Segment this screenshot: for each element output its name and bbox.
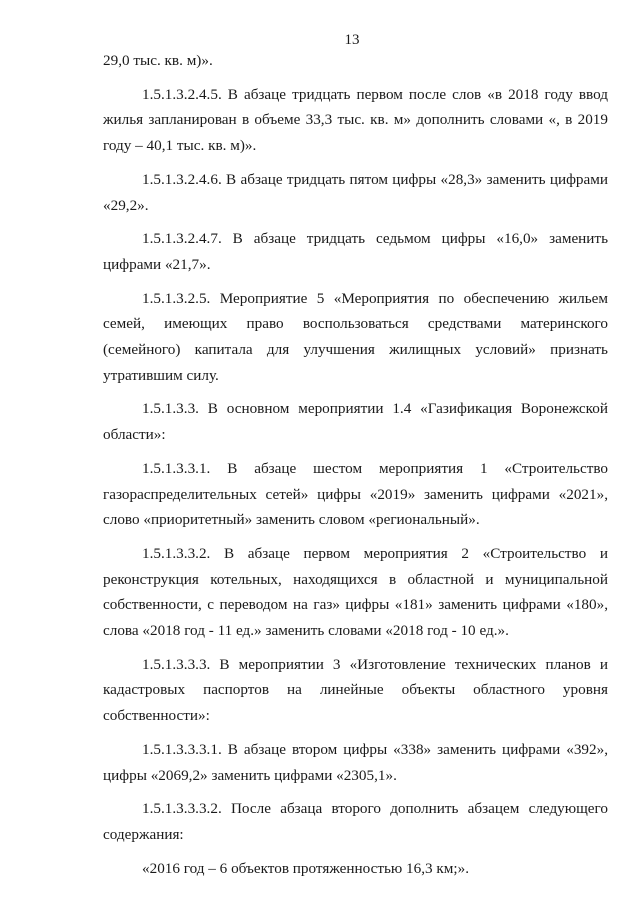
paragraph-1-5-1-3-2-5: 1.5.1.3.2.5. Мероприятие 5 «Мероприятия по обеспечению жильем семей, имеющих право воспользоваться средствами материнского (семейного) капитала для улучшения жилищных условий» признать утратившим силу. (103, 289, 608, 384)
paragraph-1-5-1-3-2-4-7: 1.5.1.3.2.4.7. В абзаце тридцать седьмом цифры «16,0» заменить цифрами «21,7». (103, 230, 608, 273)
paragraph-1-5-1-3-2-4-5: 1.5.1.3.2.4.5. В абзаце тридцать первом после слов «в 2018 году ввод жилья запланирован в объеме 33,3 тыс. кв. м» дополнить словами «, в 2019 году – 40,1 тыс. кв. м)». (103, 85, 608, 155)
paragraph-1-5-1-3-3-3-1: 1.5.1.3.3.3.1. В абзаце втором цифры «338» заменить цифрами «392», цифры «2069,2» заменить цифрами «2305,1». (103, 740, 608, 784)
paragraph-1-5-1-3-2-4-6: 1.5.1.3.2.4.6. В абзаце тридцать пятом цифры «28,3» заменить цифрами «29,2». (103, 170, 608, 214)
paragraph-1-5-1-3-3-3: 1.5.1.3.3.3. В мероприятии 3 «Изготовление технических планов и кадастровых паспортов на линейные объекты областного уровня собственности»: (103, 655, 608, 725)
paragraph-quoted-insertion: «2016 год – 6 объектов протяженностью 16,3 км;». (142, 859, 470, 877)
page-number: 13 (344, 32, 360, 48)
paragraph-1-5-1-3-3: 1.5.1.3.3. В основном мероприятии 1.4 «Газификация Воронежской области»: (103, 400, 608, 444)
paragraph-1-5-1-3-3-3-2: 1.5.1.3.3.3.2. После абзаца второго дополнить абзацем следующего содержания: (103, 800, 608, 843)
paragraph-1-5-1-3-3-2: 1.5.1.3.3.2. В абзаце первом мероприятия 2 «Строительство и реконструкция котельных, находящихся в областной и муниципальной собственности, с переводом на газ» цифры «181» заменить цифрами «180», слова «2018 год - 11 ед.» заменить словами «2018 год - 10 ед.». (103, 544, 608, 640)
paragraph-1-5-1-3-3-1: 1.5.1.3.3.1. В абзаце шестом мероприятия 1 «Строительство газораспределительных сетей» цифры «2019» заменить цифрами «2021», слово «приоритетный» заменить словом «региональный». (103, 459, 608, 529)
document-body (103, 48, 608, 881)
paragraph-continuation: 29,0 тыс. кв. м)». (103, 52, 213, 69)
